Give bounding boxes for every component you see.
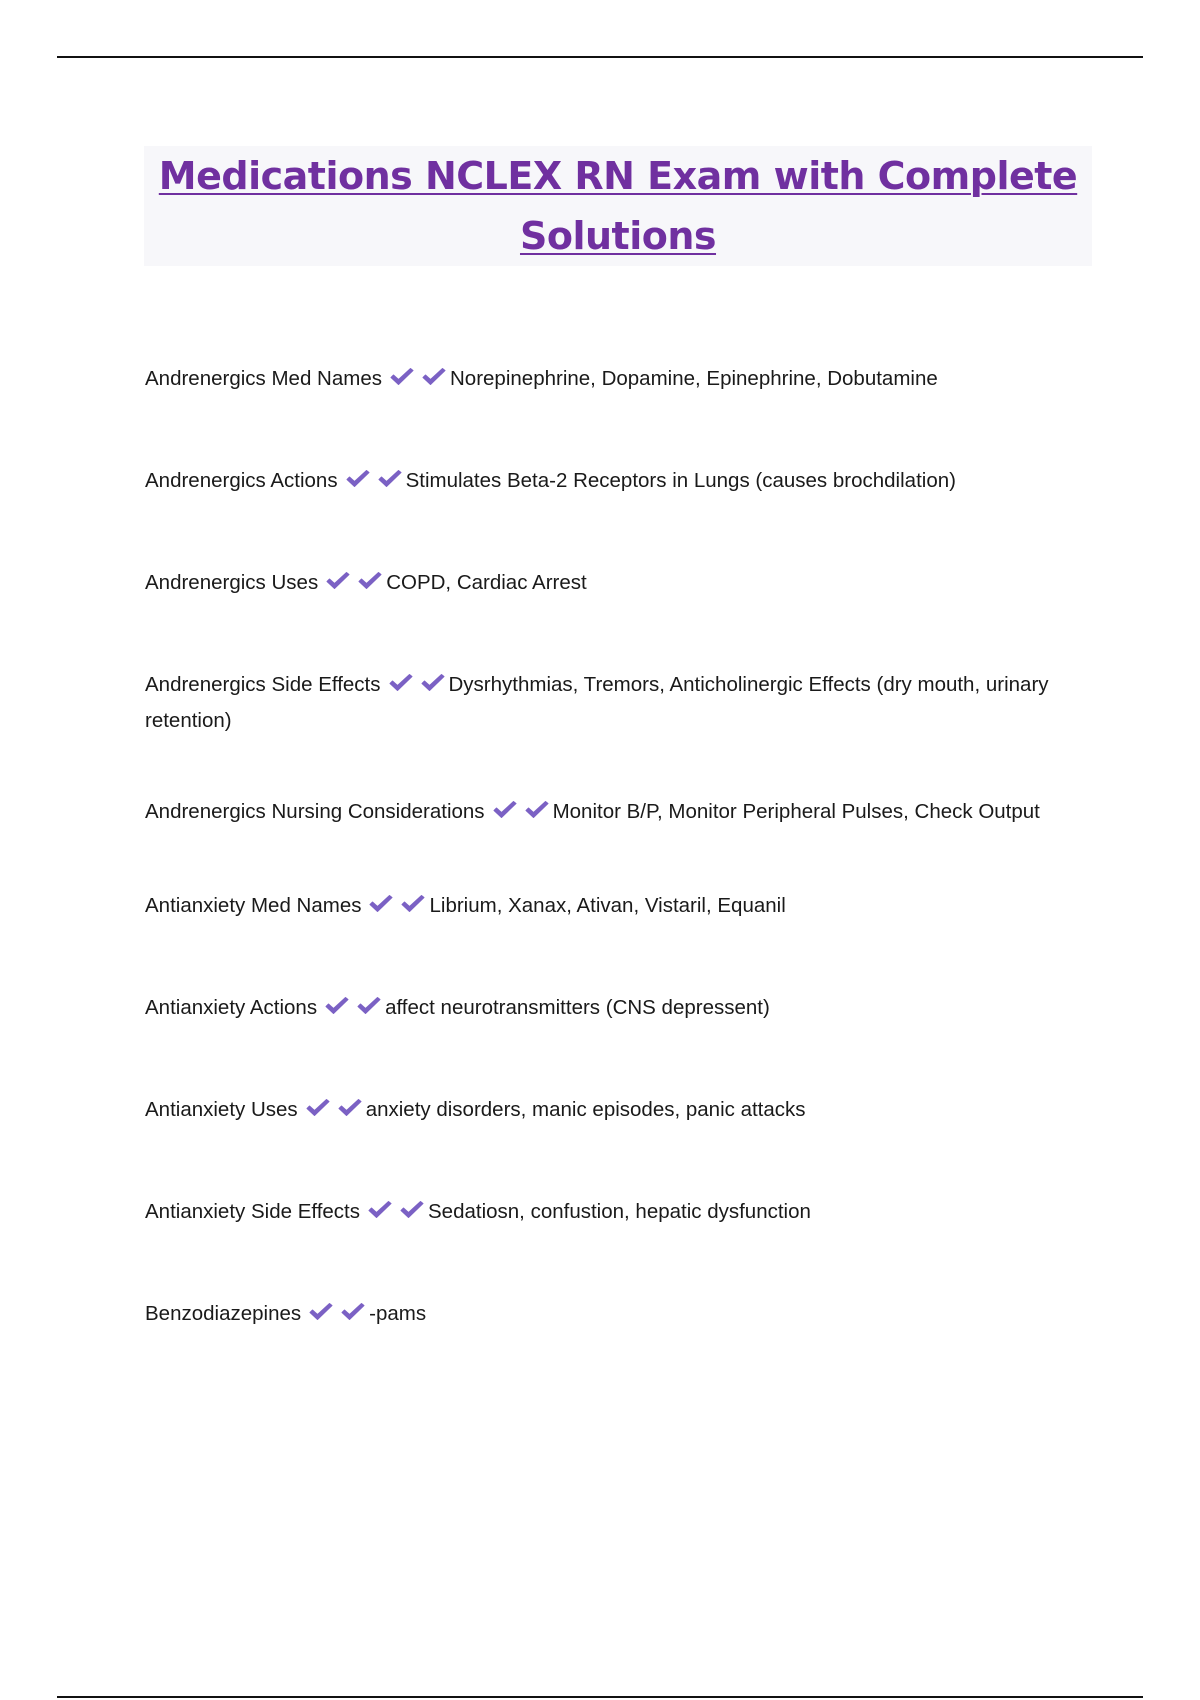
list-item — [145, 464, 1060, 500]
entry-term: Andrenergics Actions — [145, 469, 338, 492]
check-icon — [356, 570, 384, 592]
check-icon — [387, 672, 415, 694]
check-icon — [355, 995, 383, 1017]
entry-answer: anxiety disorders, manic episodes, panic attacks — [365, 1098, 806, 1121]
check-icon — [344, 468, 372, 490]
check-icon — [323, 995, 351, 1017]
top-rule — [57, 56, 1143, 58]
entry-answer: -pams — [369, 1302, 427, 1325]
entry-answer: Monitor B/P, Monitor Peripheral Pulses, Check Output — [552, 800, 1040, 823]
check-icon — [307, 1301, 335, 1323]
check-pair — [307, 1300, 367, 1333]
list-item — [145, 991, 1060, 1027]
entry-term: Andrenergics Uses — [145, 571, 319, 594]
entry-term: Antianxiety Med Names — [145, 894, 362, 917]
check-pair — [323, 994, 383, 1027]
list-item — [145, 1093, 1060, 1129]
entry-answer: affect neurotransmitters (CNS depressent) — [385, 996, 770, 1019]
check-pair — [388, 365, 448, 398]
entry-term: Benzodiazepines — [145, 1302, 302, 1325]
list-item — [145, 795, 1060, 831]
flashcard-list — [145, 362, 1060, 1399]
entry-answer: Dysrhythmias, Tremors, Anticholinergic Effects (dry mouth, urinary retention) — [145, 673, 1049, 732]
list-item — [145, 362, 1060, 398]
entry-answer: Librium, Xanax, Ativan, Vistaril, Equanil — [429, 894, 786, 917]
check-pair — [491, 798, 551, 831]
title-banner — [144, 146, 1092, 266]
entry-term: Andrenergics Nursing Considerations — [145, 800, 485, 823]
check-icon — [420, 366, 448, 388]
entry-term: Andrenergics Med Names — [145, 367, 382, 390]
entry-answer: Stimulates Beta-2 Receptors in Lungs (causes brochdilation) — [405, 469, 956, 492]
check-pair — [324, 569, 384, 602]
check-pair — [304, 1096, 364, 1129]
entry-term: Antianxiety Side Effects — [145, 1200, 360, 1223]
list-item — [145, 566, 1060, 602]
check-icon — [367, 893, 395, 915]
list-item — [145, 1195, 1060, 1231]
check-icon — [376, 468, 404, 490]
entry-term: Andrenergics Side Effects — [145, 673, 381, 696]
check-pair — [387, 671, 447, 704]
entry-term: Antianxiety Actions — [145, 996, 318, 1019]
entry-answer: Sedatiosn, confustion, hepatic dysfunction — [428, 1200, 811, 1223]
check-pair — [367, 892, 427, 925]
page-title: Medications NCLEX RN Exam with Complete Solutions — [158, 154, 1078, 258]
check-icon — [398, 1199, 426, 1221]
list-item — [145, 668, 1060, 737]
check-pair — [344, 467, 404, 500]
list-item — [145, 1297, 1060, 1333]
check-icon — [324, 570, 352, 592]
check-icon — [419, 672, 447, 694]
check-icon — [388, 366, 416, 388]
check-icon — [336, 1097, 364, 1119]
check-icon — [491, 799, 519, 821]
entry-answer: COPD, Cardiac Arrest — [386, 571, 587, 594]
entry-answer: Norepinephrine, Dopamine, Epinephrine, Dobutamine — [450, 367, 938, 390]
check-icon — [339, 1301, 367, 1323]
check-icon — [523, 799, 551, 821]
check-pair — [366, 1198, 426, 1231]
bottom-rule — [57, 1696, 1143, 1698]
check-icon — [304, 1097, 332, 1119]
entry-term: Antianxiety Uses — [145, 1098, 298, 1121]
list-item — [145, 889, 1060, 925]
check-icon — [399, 893, 427, 915]
check-icon — [366, 1199, 394, 1221]
